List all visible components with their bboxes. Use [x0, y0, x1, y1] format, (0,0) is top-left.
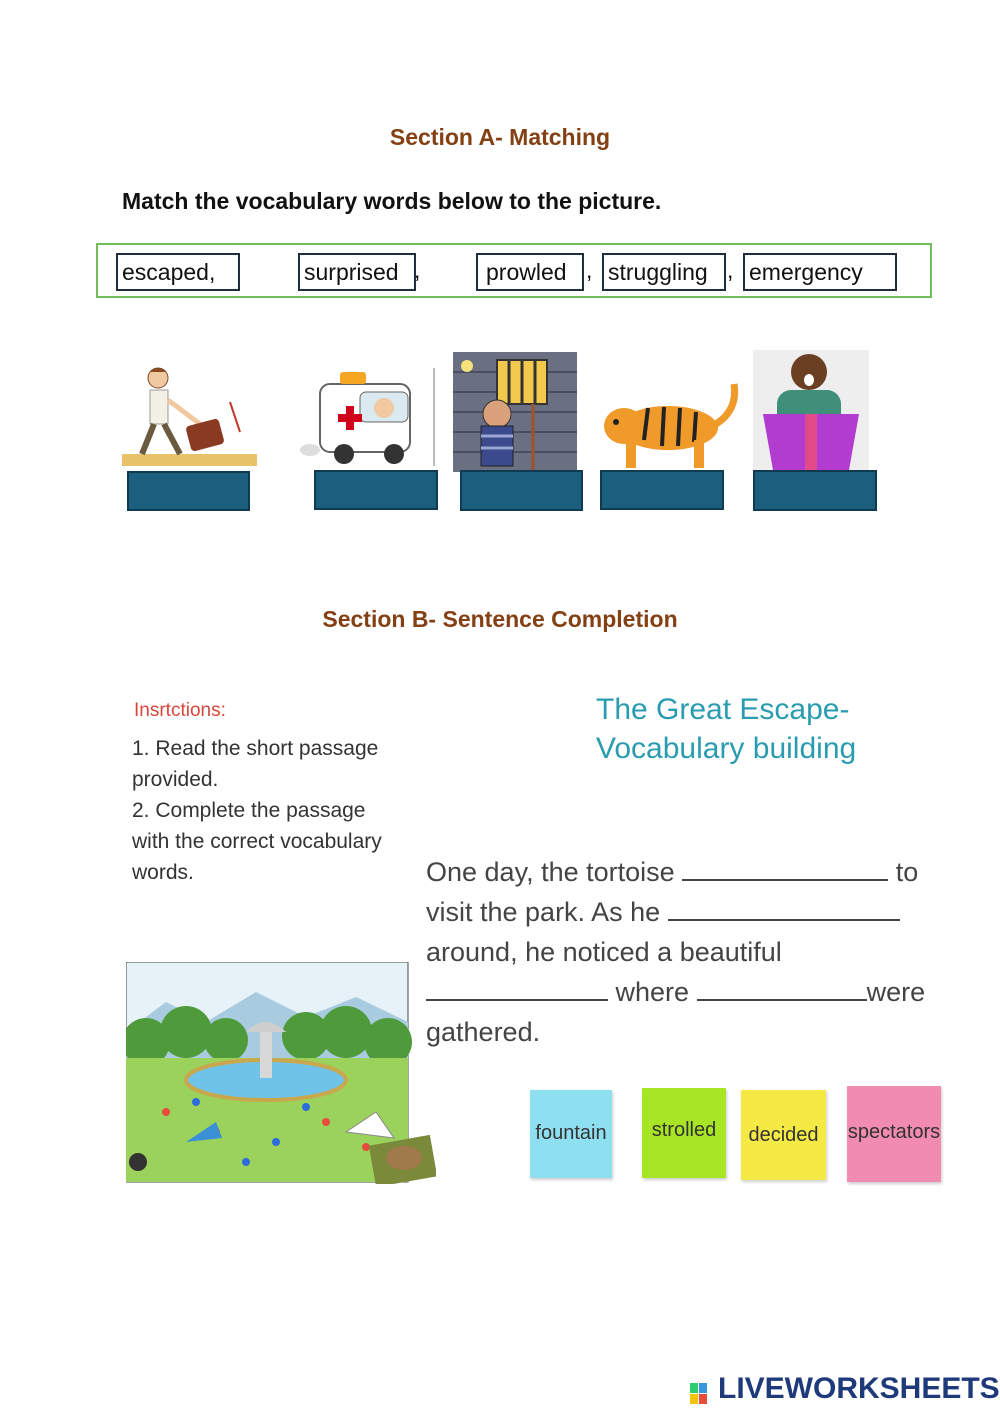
comma: , — [586, 257, 593, 283]
passage-text: where — [615, 977, 690, 1007]
word-struggling[interactable]: struggling — [602, 253, 726, 291]
passage-text: gathered. — [426, 1017, 541, 1047]
instructions-list — [132, 733, 382, 888]
note-strolled[interactable]: strolled — [642, 1088, 726, 1178]
instructions-title: Insrtctions: — [134, 700, 226, 721]
instruction-line: with the correct vocabulary — [132, 830, 382, 853]
heading-line-2: Vocabulary building — [596, 732, 857, 765]
passage — [426, 852, 946, 1052]
liveworksheets-logo — [690, 1372, 1000, 1406]
word-emergency[interactable]: emergency — [743, 253, 897, 291]
blank-1[interactable] — [682, 855, 888, 881]
matching-instruction: Match the vocabulary words below to the picture. — [122, 188, 662, 214]
note-fountain[interactable]: fountain — [530, 1090, 612, 1178]
instruction-line: provided. — [132, 768, 219, 791]
section-b-title: Section B- Sentence Completion — [322, 606, 678, 632]
passage-text: visit the park. As he — [426, 897, 661, 927]
word-bank — [96, 243, 932, 298]
blank-3[interactable] — [426, 975, 608, 1001]
instruction-line: words. — [132, 861, 194, 884]
surprised-man-gift-icon — [753, 350, 869, 472]
answer-box-5[interactable] — [753, 470, 877, 511]
word-escaped[interactable]: escaped, — [116, 253, 240, 291]
passage-text: to — [895, 857, 919, 887]
comma: , — [727, 257, 734, 283]
section-a-title: Section A- Matching — [389, 124, 611, 150]
passage-text: around, he noticed a beautiful — [426, 937, 782, 967]
passage-text: One day, the tortoise — [426, 857, 675, 887]
instruction-line: 1. Read the short passage — [132, 737, 379, 760]
passage-heading — [596, 690, 856, 768]
note-decided[interactable]: decided — [741, 1090, 826, 1180]
man-escaping-icon — [122, 362, 257, 472]
park-fountain-image — [126, 962, 436, 1184]
blank-4[interactable] — [697, 975, 867, 1001]
prisoner-escaping-icon — [453, 352, 577, 472]
answer-box-4[interactable] — [600, 470, 724, 510]
blank-2[interactable] — [668, 895, 900, 921]
note-spectators[interactable]: spectators — [847, 1086, 941, 1182]
logo-text: LIVEWORKSHEETS — [718, 1372, 1000, 1405]
word-surprised[interactable]: surprised — [298, 253, 416, 291]
answer-box-3[interactable] — [460, 470, 583, 511]
logo-icon — [690, 1379, 716, 1401]
answer-box-2[interactable] — [314, 470, 438, 510]
tiger-prowling-icon — [598, 380, 744, 472]
heading-line-1: The Great Escape- — [596, 693, 850, 726]
comma: , — [414, 257, 421, 283]
answer-box-1[interactable] — [127, 471, 250, 511]
word-prowled[interactable]: prowled — [476, 253, 584, 291]
passage-text: were — [866, 977, 926, 1007]
instruction-line: 2. Complete the passage — [132, 799, 366, 822]
ambulance-icon — [300, 362, 438, 470]
